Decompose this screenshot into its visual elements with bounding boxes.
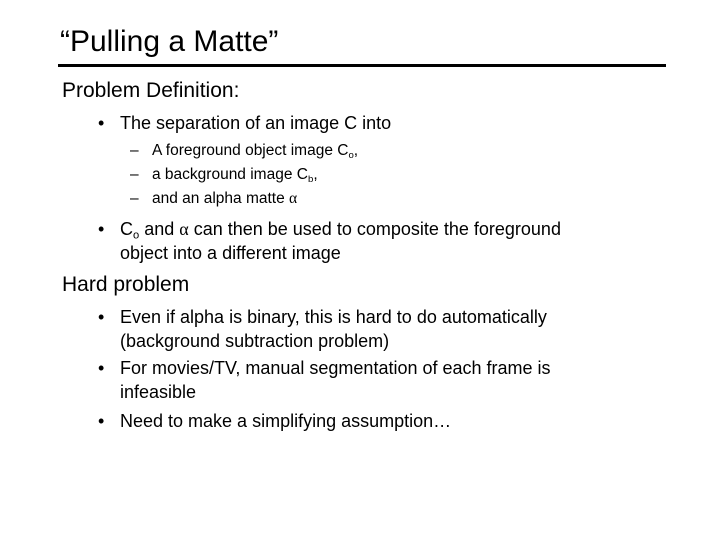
bullet-marker: • bbox=[98, 219, 105, 239]
bullet-conjunction: and bbox=[139, 219, 180, 239]
bullet-marker: • bbox=[98, 358, 105, 378]
subscript: b bbox=[307, 173, 314, 185]
bullet-marker: • bbox=[98, 307, 105, 327]
sub-item-main-text: and an alpha matte bbox=[152, 190, 290, 207]
subscript: o bbox=[348, 149, 354, 161]
bullet-rest: can then be used to composite the foreground bbox=[188, 219, 561, 239]
bullet-text bbox=[120, 217, 561, 241]
bullet-text: object into a different image bbox=[120, 243, 341, 263]
bullet-marker: • bbox=[98, 411, 105, 431]
bullet-text: For movies/TV, manual segmentation of each frame is bbox=[120, 358, 551, 378]
sub-item-suffix: , bbox=[313, 166, 318, 183]
sub-item-main-text: A foreground object image C bbox=[152, 142, 349, 159]
sub-item-text bbox=[152, 165, 318, 185]
alpha-symbol: α bbox=[289, 190, 298, 207]
sub-item-suffix: , bbox=[353, 142, 359, 159]
bullet-text: (background subtraction problem) bbox=[120, 331, 390, 351]
problem-definition-heading: Problem Definition: bbox=[62, 79, 240, 102]
title-underline bbox=[58, 64, 666, 67]
sub-item-main-text: a background image C bbox=[152, 166, 308, 183]
dash-marker: – bbox=[130, 142, 139, 159]
sub-item-text bbox=[152, 141, 358, 161]
sub-item-text bbox=[152, 189, 297, 209]
dash-marker: – bbox=[130, 190, 139, 207]
bullet-prefix: C bbox=[120, 219, 133, 239]
bullet-text: Even if alpha is binary, this is hard to do automatically bbox=[120, 307, 547, 327]
bullet-marker: • bbox=[98, 113, 105, 133]
slide-title: “Pulling a Matte” bbox=[60, 25, 279, 58]
bullet-text: The separation of an image C into bbox=[120, 113, 392, 133]
hard-problem-heading: Hard problem bbox=[62, 273, 190, 296]
bullet-text: Need to make a simplifying assumption… bbox=[120, 411, 452, 431]
bullet-text: infeasible bbox=[120, 382, 197, 402]
alpha-symbol: α bbox=[179, 219, 189, 239]
subscript: o bbox=[133, 229, 140, 242]
dash-marker: – bbox=[130, 166, 139, 183]
